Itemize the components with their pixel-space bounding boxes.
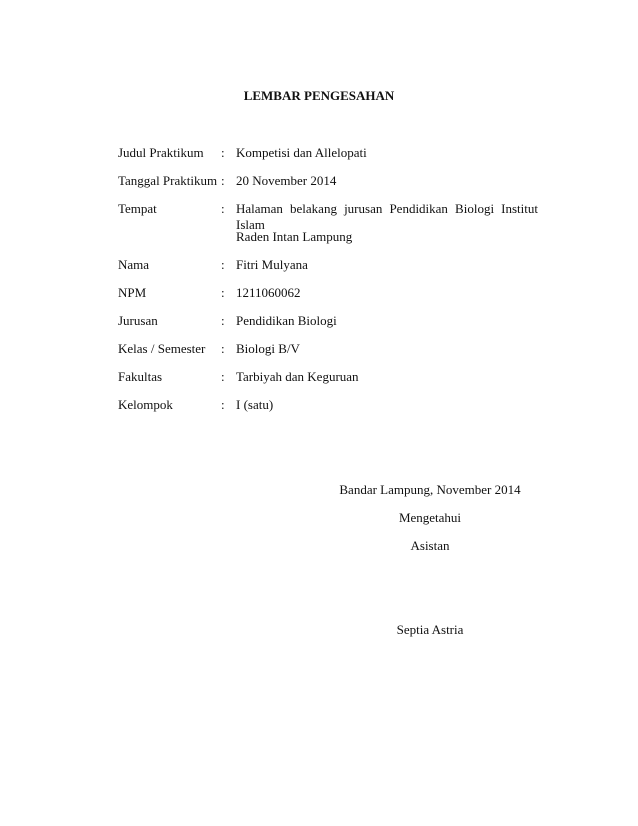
field-value: Tarbiyah dan Keguruan bbox=[236, 369, 359, 384]
field-value: Pendidikan Biologi bbox=[236, 313, 337, 328]
field-colon: : bbox=[221, 285, 225, 300]
signature-role: Asistan bbox=[410, 538, 450, 553]
field-label: Fakultas bbox=[118, 369, 163, 384]
field-label: Jurusan bbox=[118, 313, 158, 328]
field-value: I (satu) bbox=[236, 397, 274, 412]
field-label: NPM bbox=[118, 285, 147, 300]
field-label: Kelompok bbox=[118, 397, 173, 412]
field-colon: : bbox=[221, 257, 225, 272]
signature-place-date: Bandar Lampung, November 2014 bbox=[339, 482, 521, 497]
field-colon: : bbox=[221, 369, 225, 384]
field-value: Raden Intan Lampung bbox=[236, 229, 353, 244]
field-value: 20 November 2014 bbox=[236, 173, 337, 188]
signature-acknowledged: Mengetahui bbox=[398, 510, 462, 525]
signature-name: Septia Astria bbox=[396, 622, 464, 637]
field-colon: : bbox=[221, 173, 225, 188]
field-colon: : bbox=[221, 145, 225, 160]
field-label: Nama bbox=[118, 257, 150, 272]
field-label: Kelas / Semester bbox=[118, 341, 206, 356]
field-colon: : bbox=[221, 313, 225, 328]
field-value: Kompetisi dan Allelopati bbox=[236, 145, 367, 160]
field-value: Fitri Mulyana bbox=[236, 257, 308, 272]
field-value: Biologi B/V bbox=[236, 341, 300, 356]
field-colon: : bbox=[221, 201, 225, 216]
field-colon: : bbox=[221, 397, 225, 412]
field-label: Tempat bbox=[118, 201, 157, 216]
field-value: 1211060062 bbox=[236, 285, 301, 300]
field-label: Judul Praktikum bbox=[118, 145, 204, 160]
field-colon: : bbox=[221, 341, 225, 356]
document-title: LEMBAR PENGESAHAN bbox=[243, 88, 395, 103]
field-value: Halaman belakang jurusan Pendidikan Biologi Institut Islam bbox=[236, 201, 538, 232]
field-label: Tanggal Praktikum bbox=[118, 173, 218, 188]
